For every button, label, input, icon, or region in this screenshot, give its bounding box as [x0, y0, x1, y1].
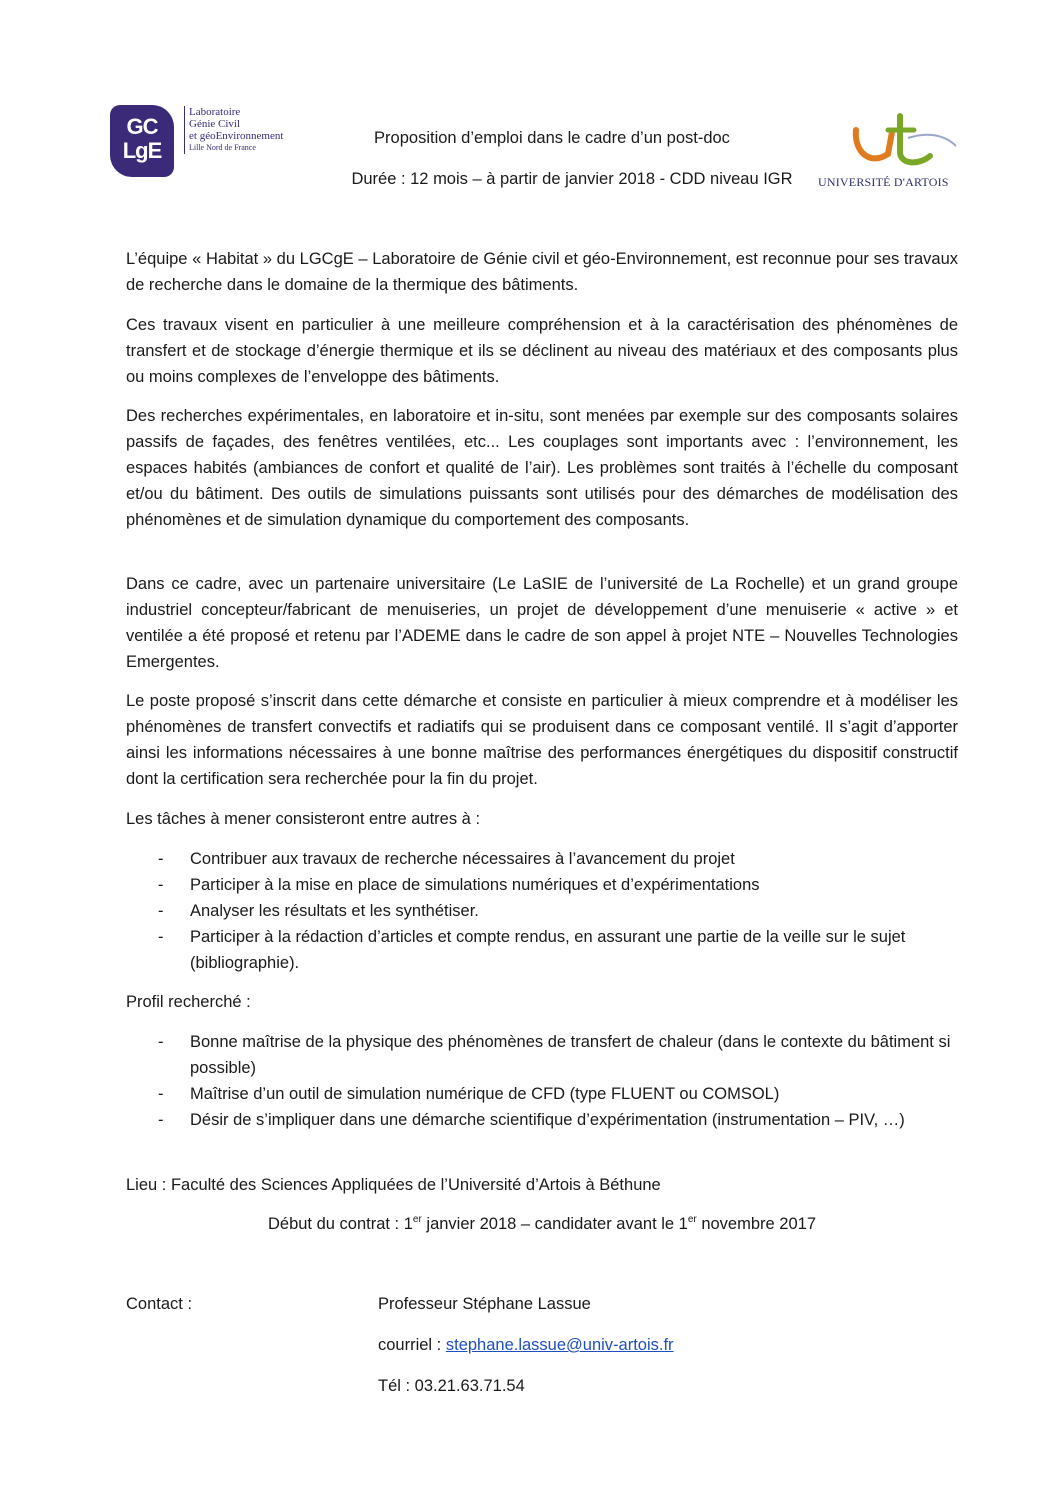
task-item-text: Participer à la mise en place de simulations numériques et d’expérimentations	[190, 876, 760, 894]
lgcge-logo	[110, 100, 284, 180]
bullet-dash: -	[158, 928, 164, 946]
profile-item-text: Bonne maîtrise de la physique des phénomènes de transfert de chaleur (dans le contexte du bâtiment si possible)	[190, 1033, 951, 1077]
start-rest: janvier 2018 – candidater avant le 1	[421, 1215, 688, 1233]
contact-email-link[interactable]: stephane.lassue@univ-artois.fr	[445, 1336, 674, 1354]
start-sup: er	[412, 1214, 422, 1225]
tasks-heading: Les tâches à mener consisteront entre autres à :	[126, 810, 481, 828]
bullet-dash: -	[158, 876, 164, 894]
paragraph-experiments: Des recherches expérimentales, en laboratoire et in-situ, sont menées par exemple sur des composants solaires passifs de façades, des fenêtres ventilées, etc... Les couplages sont importants avec : l’environnement, les espaces habités (ambiances de confort et qualité de l’air). Les problèmes sont traités à l’échelle du composant et/ou du bâtiment. Des outils de simulations puissants sont utilisés pour des démarches de modélisation des phénomènes et de simulation dynamique du comportement des composants.	[126, 407, 958, 529]
contact-email-line	[378, 1336, 674, 1355]
paragraph-position: Le poste proposé s’inscrit dans cette démarche et consiste en particulier à mieux comprendre et à modéliser les phénomènes de transfert convectifs et radiatifs qui se produisent dans ce composant ventilé. Il s’agit d’apporter ainsi les informations nécessaires à une bonne maîtrise des performances énergétiques du dispositif constructif dont la certification sera recherchée pour la fin du projet.	[126, 692, 958, 788]
page-title: Proposition d’emploi dans le cadre d’un post-doc	[374, 129, 730, 147]
contract-dates	[126, 1214, 958, 1234]
profile-heading: Profil recherché :	[126, 993, 251, 1011]
location-line: Lieu : Faculté des Sciences Appliquées de l’Université d’Artois à Béthune	[126, 1176, 661, 1194]
page-subtitle: Durée : 12 mois – à partir de janvier 2018 - CDD niveau IGR	[351, 170, 793, 188]
contact-name: Professeur Stéphane Lassue	[378, 1295, 591, 1313]
profile-item-text: Désir de s’impliquer dans une démarche scientifique d’expérimentation (instrumentation – PIV, …)	[190, 1111, 905, 1129]
artois-emblem-icon	[848, 112, 958, 172]
deadline-sup: er	[687, 1214, 697, 1225]
task-item-text: Participer à la rédaction d’articles et compte rendus, en assurant une partie de la veille sur le sujet (bibliographie).	[190, 928, 906, 972]
start-prefix: Début du contrat : 1	[267, 1215, 413, 1233]
lgcge-text-line3: et géoEnvironnement	[189, 130, 284, 142]
lgcge-mark-line1: GC	[126, 114, 158, 139]
lgcge-text-line4: Lille Nord de France	[189, 143, 256, 152]
paragraph-project-context: Dans ce cadre, avec un partenaire universitaire (Le LaSIE de l’université de La Rochelle) et un grand groupe industriel concepteur/fabricant de menuiseries, un projet de développement d’une menuiserie « active » et ventilée a été proposé et retenu par l’ADEME dans le cadre de son appel à projet NTE – Nouvelles Technologies Emergentes.	[126, 575, 958, 671]
lgcge-text-line1: Laboratoire	[189, 106, 241, 118]
bullet-dash: -	[158, 1033, 164, 1051]
lgcge-mark-line2: LgE	[122, 138, 162, 163]
bullet-dash: -	[158, 1085, 164, 1103]
paragraph-research-goals: Ces travaux visent en particulier à une meilleure compréhension et à la caractérisation des phénomènes de transfert et de stockage d’énergie thermique et ils se déclinent au niveau des matériaux et des composants plus ou moins complexes de l’enveloppe des bâtiments.	[126, 316, 958, 386]
artois-name: UNIVERSITÉ D'ARTOIS	[818, 175, 949, 189]
contact-label: Contact :	[126, 1295, 193, 1313]
lgcge-logo-mark	[110, 105, 174, 177]
bullet-dash: -	[158, 902, 164, 920]
lgcge-text-line2: Génie Civil	[189, 118, 241, 130]
bullet-dash: -	[158, 850, 164, 868]
bullet-dash: -	[158, 1111, 164, 1129]
contact-email-label: courriel :	[378, 1336, 446, 1354]
task-item-text: Analyser les résultats et les synthétiser.	[190, 902, 479, 920]
task-item-text: Contribuer aux travaux de recherche nécessaires à l’avancement du projet	[190, 850, 735, 868]
deadline-rest: novembre 2017	[696, 1215, 816, 1233]
contact-phone: Tél : 03.21.63.71.54	[378, 1377, 525, 1395]
paragraph-intro: L’équipe « Habitat » du LGCgE – Laboratoire de Génie civil et géo-Environnement, est reconnue pour ses travaux de recherche dans le domaine de la thermique des bâtiments.	[126, 250, 958, 294]
profile-item-text: Maîtrise d’un outil de simulation numérique de CFD (type FLUENT ou COMSOL)	[190, 1085, 780, 1103]
